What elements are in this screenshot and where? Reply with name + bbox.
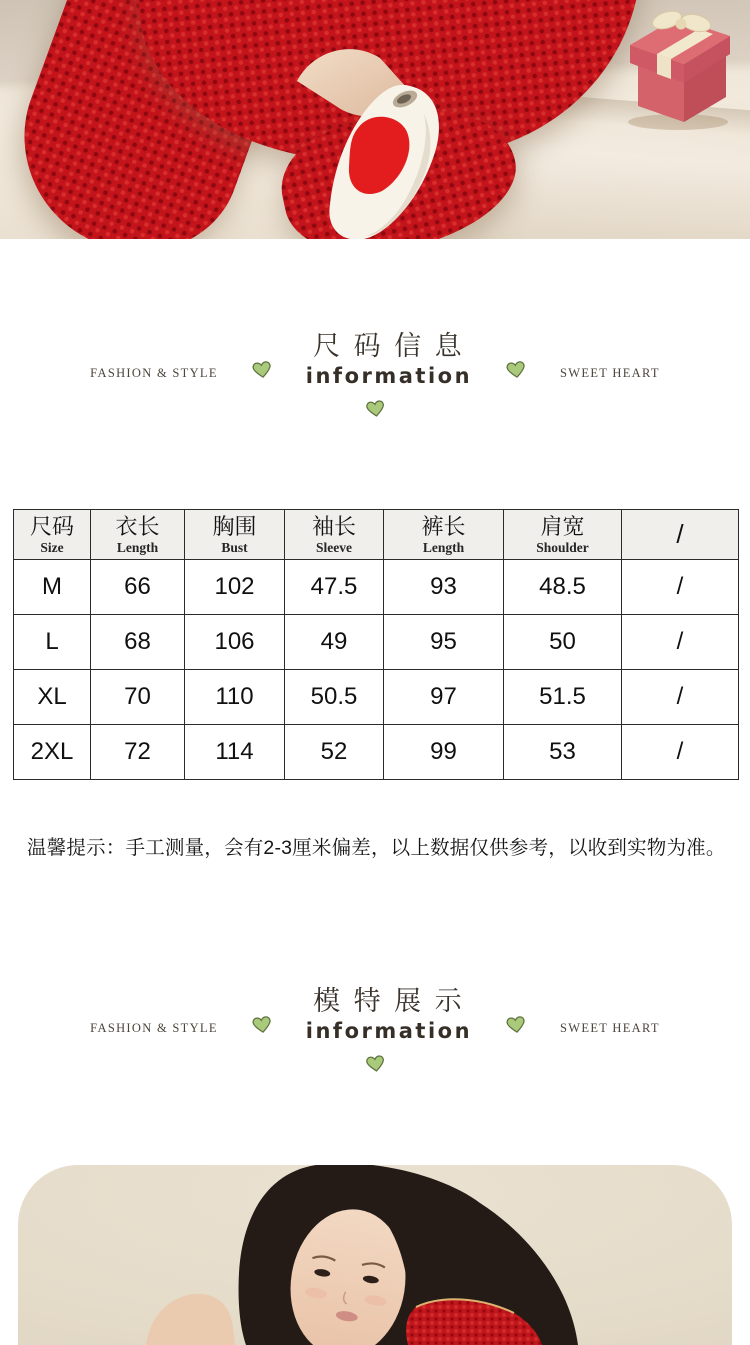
column-title-en: Length xyxy=(422,539,465,555)
size-table-header xyxy=(14,510,739,560)
size-table-row xyxy=(14,670,739,725)
size-table-header-cell xyxy=(622,510,739,560)
size-value-cell: 50.5 xyxy=(285,670,384,725)
size-table-row xyxy=(14,560,739,615)
slash-placeholder: / xyxy=(676,519,684,549)
size-section-header xyxy=(0,331,750,422)
right-caption: SWEET HEART xyxy=(560,1021,660,1036)
size-value-cell: 47.5 xyxy=(285,560,384,615)
size-value-cell: 110 xyxy=(185,670,285,725)
size-table-row xyxy=(14,725,739,780)
heart-icon xyxy=(251,1015,273,1035)
size-value-cell: 52 xyxy=(285,725,384,780)
size-value-cell: / xyxy=(622,560,739,615)
column-title-zh: 裤长 xyxy=(421,514,466,540)
size-label-cell: M xyxy=(14,560,91,615)
size-table-header-cell xyxy=(285,510,384,560)
size-table-header-row xyxy=(14,510,739,560)
size-value-cell: 51.5 xyxy=(504,670,622,725)
right-caption: SWEET HEART xyxy=(560,366,660,381)
column-title-zh: 胸围 xyxy=(212,514,257,540)
column-title-zh: 袖长 xyxy=(311,514,356,540)
column-title-en: Bust xyxy=(221,539,248,555)
heart-icon xyxy=(364,399,385,418)
size-value-cell: 53 xyxy=(504,725,622,780)
size-table-body xyxy=(14,560,739,780)
size-table-row xyxy=(14,615,739,670)
size-value-cell: 66 xyxy=(91,560,185,615)
column-title-en: Sleeve xyxy=(316,539,352,555)
model-photo xyxy=(18,1165,732,1345)
size-value-cell: 106 xyxy=(185,615,285,670)
heart-icon xyxy=(505,1015,527,1035)
size-value-cell: 48.5 xyxy=(504,560,622,615)
size-value-cell: 50 xyxy=(504,615,622,670)
size-value-cell: 102 xyxy=(185,560,285,615)
size-table-header-cell xyxy=(14,510,91,560)
model-section-title-zh: 模 特 展 示 xyxy=(313,986,465,1016)
size-value-cell: 114 xyxy=(185,725,285,780)
column-title-zh: 肩宽 xyxy=(540,514,585,540)
white-slipper-with-heart xyxy=(292,36,467,239)
size-value-cell: 49 xyxy=(285,615,384,670)
hero-product-photo xyxy=(0,0,750,239)
column-title-zh: 衣长 xyxy=(115,514,160,540)
size-value-cell: 68 xyxy=(91,615,185,670)
column-title-en: Shoulder xyxy=(536,539,589,555)
size-value-cell: 99 xyxy=(384,725,504,780)
heart-icon xyxy=(505,360,527,380)
size-label-cell: XL xyxy=(14,670,91,725)
size-value-cell: 97 xyxy=(384,670,504,725)
size-table-header-cell xyxy=(384,510,504,560)
size-label-cell: 2XL xyxy=(14,725,91,780)
gift-bow-knot xyxy=(676,19,687,30)
red-gift-box xyxy=(612,5,747,133)
left-caption: FASHION & STYLE xyxy=(90,366,218,381)
size-label-cell: L xyxy=(14,615,91,670)
size-value-cell: / xyxy=(622,615,739,670)
column-title-en: Size xyxy=(40,539,64,555)
size-table-header-cell xyxy=(185,510,285,560)
size-value-cell: / xyxy=(622,725,739,780)
column-title-en: Length xyxy=(116,539,159,555)
size-table-container xyxy=(13,509,738,780)
heart-icon xyxy=(364,1054,385,1073)
size-value-cell: 95 xyxy=(384,615,504,670)
measurement-note: 温馨提示：手工测量，会有2-3厘米偏差，以上数据仅供参考，以收到实物为准。 xyxy=(27,836,726,859)
model-photo-card xyxy=(18,1165,732,1345)
size-table-header-cell xyxy=(91,510,185,560)
size-table-header-cell xyxy=(504,510,622,560)
size-value-cell: / xyxy=(622,670,739,725)
size-section-title-en: information xyxy=(305,364,473,389)
left-caption: FASHION & STYLE xyxy=(90,1021,218,1036)
column-title-zh: 尺码 xyxy=(29,514,74,540)
model-section-header xyxy=(0,986,750,1077)
model-section-title-en: information xyxy=(305,1019,473,1044)
size-value-cell: 93 xyxy=(384,560,504,615)
size-value-cell: 70 xyxy=(91,670,185,725)
model-arm xyxy=(146,1294,235,1345)
size-section-title-zh: 尺 码 信 息 xyxy=(313,331,465,361)
size-value-cell: 72 xyxy=(91,725,185,780)
heart-icon xyxy=(251,360,273,380)
size-table xyxy=(13,509,739,780)
